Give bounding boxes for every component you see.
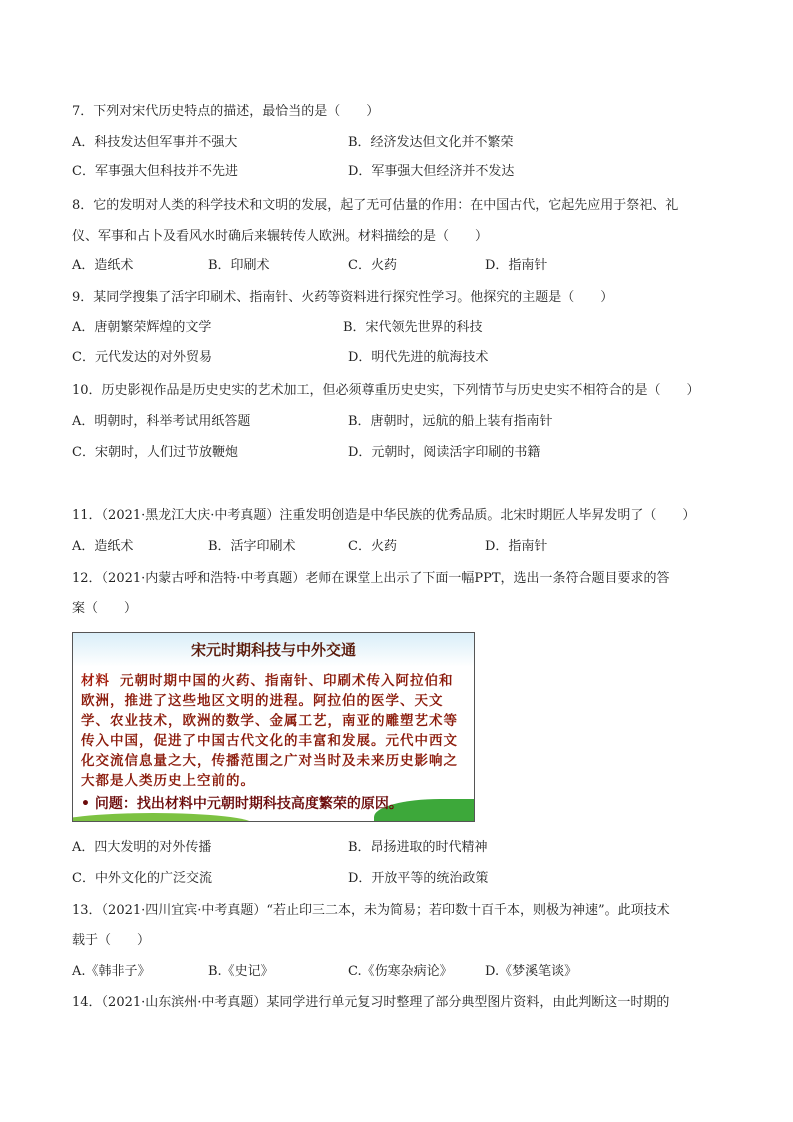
option-b: B．昂扬进取的时代精神 (348, 840, 488, 855)
material-label: 材料 (81, 673, 110, 689)
option-a: A.《韩非子》 (72, 964, 151, 979)
option-a: A．造纸术 (72, 258, 134, 273)
option-d: D．开放平等的统治政策 (348, 871, 489, 886)
option-c: C．中外文化的广泛交流 (72, 871, 212, 886)
question-7-stem: 7．下列对宋代历史特点的描述，最恰当的是（ ） (72, 104, 380, 119)
option-a: A．科技发达但军事并不强大 (72, 135, 238, 150)
question-8-stem-cont: 仪、军事和占卜及看风水时确后来辗转传人欧洲。材料描绘的是（ ） (72, 229, 489, 244)
slide-question: • 问题：找出材料中元朝时期科技高度繁荣的原因。 (81, 796, 403, 812)
option-d: D.《梦溪笔谈》 (485, 964, 578, 979)
option-d: D．元朝时，阅读活字印刷的书籍 (348, 445, 541, 460)
question-14-stem: 14．（2021·山东滨州·中考真题）某同学进行单元复习时整理了部分典型图片资料，由此判断这一时期的 (72, 995, 670, 1010)
grass-decoration (72, 813, 253, 822)
option-b: B．唐朝时，远航的船上装有指南针 (348, 414, 553, 429)
question-8-stem: 8．它的发明对人类的科学技术和文明的发展，起了无可估量的作用：在中国古代，它起先应用于祭祀、礼 (72, 198, 679, 213)
option-b: B．宋代领先世界的科技 (343, 320, 483, 335)
question-13-stem: 13．（2021·四川宜宾·中考真题）“若止印三二本，未为简易；若印数十百千本，则极为神速”。此项技术 (72, 903, 670, 918)
option-c: C.《伤寒杂病论》 (348, 964, 453, 979)
option-b: B．活字印刷术 (208, 539, 296, 554)
question-12-stem: 12．（2021·内蒙古呼和浩特·中考真题）老师在课堂上出示了下面一幅PPT，选出一条符合题目要求的答 (72, 571, 670, 586)
option-b: B．经济发达但文化并不繁荣 (348, 135, 514, 150)
question-13-stem-cont: 载于（ ） (72, 933, 151, 948)
option-d: D．明代先进的航海技术 (348, 350, 489, 365)
slide-title: 宋元时期科技与中外交通 (190, 641, 356, 659)
slide-body (81, 671, 466, 791)
option-c: C．元代发达的对外贸易 (72, 350, 212, 365)
option-c: C．宋朝时，人们过节放鞭炮 (72, 445, 238, 460)
option-b: B.《史记》 (208, 964, 274, 979)
question-11-stem: 11．（2021·黑龙江大庆·中考真题）注重发明创造是中华民族的优秀品质。北宋时期匠人毕昇发明了（ ） (72, 508, 696, 523)
option-a: A．造纸术 (72, 539, 134, 554)
question-9-stem: 9．某同学搜集了活字印刷术、指南针、火药等资料进行探究性学习。他探究的主题是（ ） (72, 290, 614, 305)
option-d: D．军事强大但经济并不发达 (348, 164, 515, 179)
option-d: D．指南针 (485, 539, 548, 554)
option-c: C．火药 (348, 258, 397, 273)
option-b: B．印刷术 (208, 258, 270, 273)
option-a: A．四大发明的对外传播 (72, 840, 212, 855)
ppt-slide-image (72, 632, 475, 822)
option-d: D．指南针 (485, 258, 548, 273)
question-12-stem-cont: 案（ ） (72, 601, 138, 616)
material-text: 元朝时期中国的火药、指南针、印刷术传入阿拉伯和欧洲，推进了这些地区文明的进程。阿拉伯的医学、天文学、农业技术，欧洲的数学、金属工艺，南亚的雕塑艺术等传入中国，促进了中国古代文化的丰富和发展。元代中西文化交流信息量之大，传播范围之广对当时及未来历史影响之大都是人类历史上空前的。 (81, 673, 458, 789)
option-a: A．唐朝繁荣辉煌的文学 (72, 320, 212, 335)
option-c: C．军事强大但科技并不先进 (72, 164, 238, 179)
question-10-stem: 10．历史影视作品是历史史实的艺术加工，但必须尊重历史史实，下列情节与历史史实不相符合的是（ ） (72, 383, 700, 398)
option-a: A．明朝时，科举考试用纸答题 (72, 414, 251, 429)
option-c: C．火药 (348, 539, 397, 554)
